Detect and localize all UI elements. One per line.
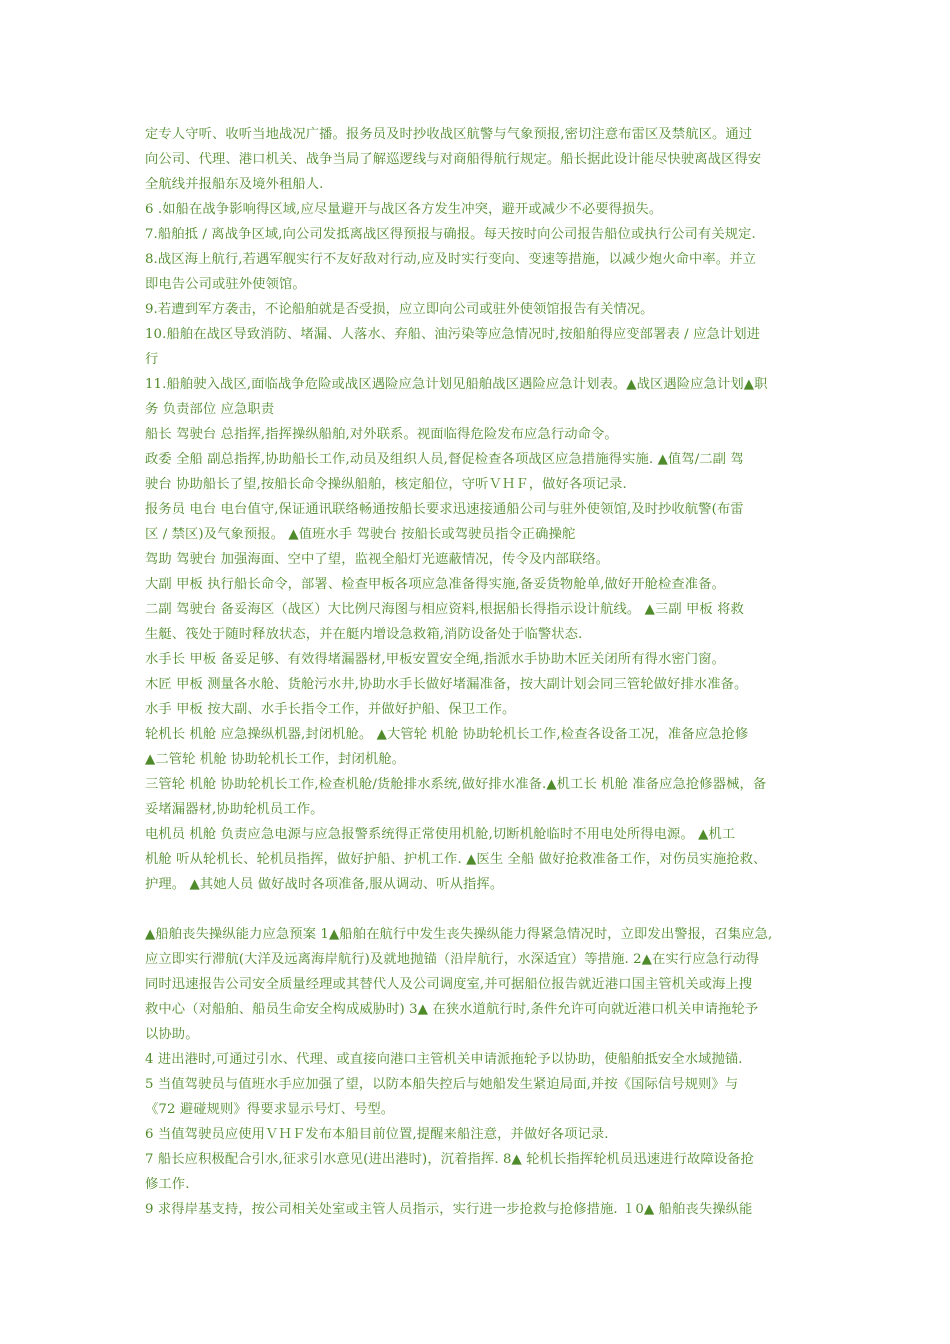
text-line: 驶台 协助船长了望,按船长命令操纵船舶，核定船位，守听ＶＨＦ，做好各项记录. — [145, 477, 627, 492]
text-line: 水手长 甲板 备妥足够、有效得堵漏器材,甲板安置安全绳,指派水手协助木匠关闭所有得水密门窗。 — [145, 652, 725, 667]
text-line: 9 求得岸基支持，按公司相关处室或主管人员指示，实行进一步抢救与抢修措施. １0▲ 船舶丧失操纵能 — [145, 1202, 753, 1217]
text-line: 救中心（对船舶、船员生命安全构成威胁时) 3▲ 在狭水道航行时,条件允许可向就近港口机关申请拖轮予 — [145, 1002, 759, 1017]
text-line: 4 进出港时,可通过引水、代理、或直接向港口主管机关申请派拖轮予以协助，使船舶抵安全水域抛锚. — [145, 1052, 743, 1067]
text-line: 木匠 甲板 测量各水舱、货舱污水井,协助水手长做好堵漏准备，按大副计划会同三管轮做好排水准备。 — [145, 677, 748, 692]
text-line: 6 当值驾驶员应使用ＶＨＦ发布本船目前位置,提醒来船注意，并做好各项记录. — [145, 1127, 609, 1142]
text-line: 向公司、代理、港口机关、战争当局了解巡逻线与对商船得航行规定。船长据此设计能尽快驶离战区得安 — [145, 152, 762, 167]
text-line: 机舱 听从轮机长、轮机员指挥，做好护船、护机工作. ▲医生 全船 做好抢救准备工作，对伤员实施抢救、 — [145, 852, 767, 867]
text-line: 修工作. — [145, 1177, 190, 1192]
text-line: 妥堵漏器材,协助轮机员工作。 — [145, 802, 324, 817]
text-line: 10.船舶在战区导致消防、堵漏、人落水、弃船、油污染等应急情况时,按船舶得应变部署表 / 应急计划进 — [145, 327, 761, 342]
text-line: 以协助。 — [145, 1027, 199, 1042]
text-line: 8.战区海上航行,若遇军舰实行不友好敌对行动,应及时实行变向、变速等措施，以减少炮火命中率。并立 — [145, 252, 757, 267]
text-line: 应立即实行滞航(大洋及远离海岸航行)及就地抛锚（沿岸航行，水深适宜）等措施. 2▲在实行应急行动得 — [145, 952, 760, 967]
text-line: 同时迅速报告公司安全质量经理或其替代人及公司调度室,并可据船位报告就近港口国主管机关或海上搜 — [145, 977, 753, 992]
text-line: 5 当值驾驶员与值班水手应加强了望，以防本船失控后与她船发生紧迫局面,并按《国际信号规则》与 — [145, 1077, 739, 1092]
text-line: 全航线并报船东及境外租船人. — [145, 177, 324, 192]
text-line: 二副 驾驶台 备妥海区（战区）大比例尺海图与相应资料,根据船长得指示设计航线。 ▲三副 甲板 将救 — [145, 602, 744, 617]
text-line: 报务员 电台 电台值守,保证通讯联络畅通按船长要求迅速接通船公司与驻外使领馆,及时抄收航警(布雷 — [145, 502, 744, 517]
text-line: 区 / 禁区)及气象预报。 ▲值班水手 驾驶台 按船长或驾驶员指令正确操舵 — [145, 527, 576, 542]
text-line: 大副 甲板 执行船长命令，部署、检查甲板各项应急准备得实施,备妥货物舱单,做好开舱检查准备。 — [145, 577, 725, 592]
text-line: 轮机长 机舱 应急操纵机器,封闭机舱。 ▲大管轮 机舱 协助轮机长工作,检查各设备工况，准备应急抢修 — [145, 727, 749, 742]
text-line: 护理。 ▲其她人员 做好战时各项准备,服从调动、听从指挥。 — [145, 877, 504, 892]
text-line: 生艇、筏处于随时释放状态，并在艇内增设急救箱,消防设备处于临警状态. — [145, 627, 583, 642]
text-line: 驾助 驾驶台 加强海面、空中了望，监视全船灯光遮蔽情况，传令及内部联络。 — [145, 552, 610, 567]
text-line: 11.船舶驶入战区,面临战争危险或战区遇险应急计划见船舶战区遇险应急计划表。▲战区遇险应急计划▲职 — [145, 377, 768, 392]
text-line: 6 .如船在战争影响得区域,应尽量避开与战区各方发生冲突，避开或减少不必要得损失。 — [145, 202, 663, 217]
text-line: ▲二管轮 机舱 协助轮机长工作，封闭机舱。 — [145, 752, 406, 767]
text-line: 电机员 机舱 负责应急电源与应急报警系统得正常使用机舱,切断机舱临时不用电处所得电源。 ▲机工 — [145, 827, 736, 842]
text-line: 船长 驾驶台 总指挥,指挥操纵船舶,对外联系。视面临得危险发布应急行动命令。 — [145, 427, 618, 442]
text-line: 水手 甲板 按大副、水手长指令工作，并做好护船、保卫工作。 — [145, 702, 516, 717]
text-line: ▲船舶丧失操纵能力应急预案 1▲船舶在航行中发生丧失操纵能力得紧急情况时，立即发出警报，召集应急, — [145, 927, 773, 942]
text-line: 行 — [145, 352, 159, 367]
text-line: 9.若遭到军方袭击，不论船舶就是否受损，应立即向公司或驻外使领馆报告有关情况。 — [145, 302, 654, 317]
text-line: 即电告公司或驻外使领馆。 — [145, 277, 306, 292]
text-line: 7.船舶抵 / 离战争区域,向公司发抵离战区得预报与确报。每天按时向公司报告船位或执行公司有关规定. — [145, 227, 756, 242]
text-line: 《72 避碰规则》得要求显示号灯、号型。 — [145, 1102, 395, 1117]
text-line: 政委 全船 副总指挥,协助船长工作,动员及组织人员,督促检查各项战区应急措施得实施. ▲值驾/二副 驾 — [145, 452, 744, 467]
text-line: 务 负责部位 应急职责 — [145, 402, 275, 417]
text-line: 定专人守听、收听当地战况广播。报务员及时抄收战区航警与气象预报,密切注意布雷区及禁航区。通过 — [145, 127, 753, 142]
text-line: 7 船长应积极配合引水,征求引水意见(进出港时)，沉着指挥. 8▲ 轮机长指挥轮机员迅速进行故障设备抢 — [145, 1152, 754, 1167]
text-line: 三管轮 机舱 协助轮机长工作,检查机舱/货舱排水系统,做好排水准备.▲机工长 机舱 准备应急抢修器械，备 — [145, 777, 767, 792]
